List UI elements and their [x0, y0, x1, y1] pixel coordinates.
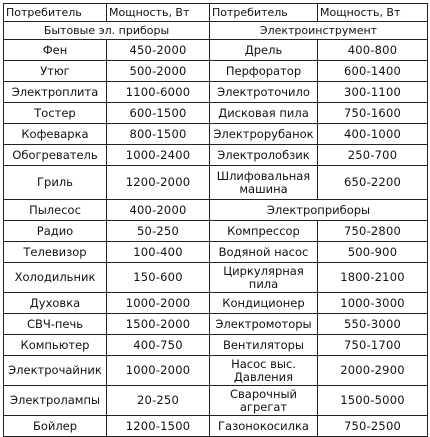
appliance-power: 800-1500	[107, 124, 210, 145]
device-power: 1500-5000	[318, 386, 428, 416]
appliance-name: Гриль	[4, 166, 107, 200]
power-consumption-table	[3, 3, 428, 437]
appliance-name: Тостер	[4, 103, 107, 124]
appliance-name: Фен	[4, 40, 107, 61]
table-row	[4, 356, 428, 386]
table-row	[4, 263, 428, 293]
device-power: 1800-2100	[318, 263, 428, 293]
device-power: 2000-2900	[318, 356, 428, 386]
tool-power: 300-1100	[318, 82, 428, 103]
appliance-name: Бойлер	[4, 416, 107, 437]
appliance-name: Телевизор	[4, 242, 107, 263]
appliance-name: Утюг	[4, 61, 107, 82]
device-name: Электромоторы	[210, 314, 318, 335]
table-row	[4, 166, 428, 200]
table-row	[4, 416, 428, 437]
tool-name: Шлифовальная машина	[210, 166, 318, 200]
section-row	[4, 22, 428, 40]
appliance-power: 1000-2000	[107, 356, 210, 386]
appliance-power: 450-2000	[107, 40, 210, 61]
section-devices: Электроприборы	[210, 200, 428, 221]
appliance-name: Обогреватель	[4, 145, 107, 166]
appliance-power: 20-250	[107, 386, 210, 416]
tool-power: 400-1000	[318, 124, 428, 145]
appliance-power: 500-2000	[107, 61, 210, 82]
appliance-name: Электрочайник	[4, 356, 107, 386]
table-row	[4, 82, 428, 103]
table-body	[4, 22, 428, 437]
appliance-power: 400-750	[107, 335, 210, 356]
table-row	[4, 293, 428, 314]
appliance-name: Компьютер	[4, 335, 107, 356]
tool-name: Электрорубанок	[210, 124, 318, 145]
tool-name: Дрель	[210, 40, 318, 61]
header-consumer-right: Потребитель	[210, 4, 318, 22]
table-row	[4, 40, 428, 61]
device-name: Компрессор	[210, 221, 318, 242]
appliance-name: СВЧ-печь	[4, 314, 107, 335]
table-row	[4, 221, 428, 242]
tool-power: 400-800	[318, 40, 428, 61]
table-row	[4, 314, 428, 335]
appliance-name: Кофеварка	[4, 124, 107, 145]
table-row	[4, 200, 428, 221]
tool-power: 750-1600	[318, 103, 428, 124]
appliance-power: 400-2000	[107, 200, 210, 221]
device-name: Вентиляторы	[210, 335, 318, 356]
device-power: 500-900	[318, 242, 428, 263]
device-name: Насос выс. Давления	[210, 356, 318, 386]
appliance-power: 1200-1500	[107, 416, 210, 437]
table-row	[4, 386, 428, 416]
tool-power: 250-700	[318, 145, 428, 166]
appliance-power: 150-600	[107, 263, 210, 293]
section-tools: Электроинструмент	[210, 22, 428, 40]
appliance-power: 1500-2000	[107, 314, 210, 335]
table-row	[4, 124, 428, 145]
table-row	[4, 103, 428, 124]
header-power-right: Мощность, Вт	[318, 4, 428, 22]
device-power: 1000-3000	[318, 293, 428, 314]
device-name: Газонокосилка	[210, 416, 318, 437]
device-name: Кондиционер	[210, 293, 318, 314]
appliance-power: 600-1500	[107, 103, 210, 124]
tool-name: Перфоратор	[210, 61, 318, 82]
appliance-name: Электролампы	[4, 386, 107, 416]
table-row	[4, 61, 428, 82]
appliance-name: Радио	[4, 221, 107, 242]
header-power-left: Мощность, Вт	[107, 4, 210, 22]
tool-name: Электроточило	[210, 82, 318, 103]
appliance-power: 1000-2000	[107, 293, 210, 314]
device-power: 750-1700	[318, 335, 428, 356]
appliance-power: 1000-2400	[107, 145, 210, 166]
appliance-power: 100-400	[107, 242, 210, 263]
appliance-power: 1100-6000	[107, 82, 210, 103]
header-row	[4, 4, 428, 22]
appliance-power: 1200-2000	[107, 166, 210, 200]
appliance-name: Духовка	[4, 293, 107, 314]
device-name: Циркулярная пила	[210, 263, 318, 293]
appliance-name: Электроплита	[4, 82, 107, 103]
tool-name: Электролобзик	[210, 145, 318, 166]
device-power: 550-3000	[318, 314, 428, 335]
device-power: 750-2800	[318, 221, 428, 242]
table-row	[4, 242, 428, 263]
appliance-name: Холодильник	[4, 263, 107, 293]
device-name: Сварочный агрегат	[210, 386, 318, 416]
tool-power: 600-1400	[318, 61, 428, 82]
tool-power: 650-2200	[318, 166, 428, 200]
header-consumer-left: Потребитель	[4, 4, 107, 22]
appliance-power: 50-250	[107, 221, 210, 242]
device-power: 750-2500	[318, 416, 428, 437]
table-row	[4, 335, 428, 356]
tool-name: Дисковая пила	[210, 103, 318, 124]
appliance-name: Пылесос	[4, 200, 107, 221]
section-household: Бытовые эл. приборы	[4, 22, 210, 40]
table-row	[4, 145, 428, 166]
device-name: Водяной насос	[210, 242, 318, 263]
